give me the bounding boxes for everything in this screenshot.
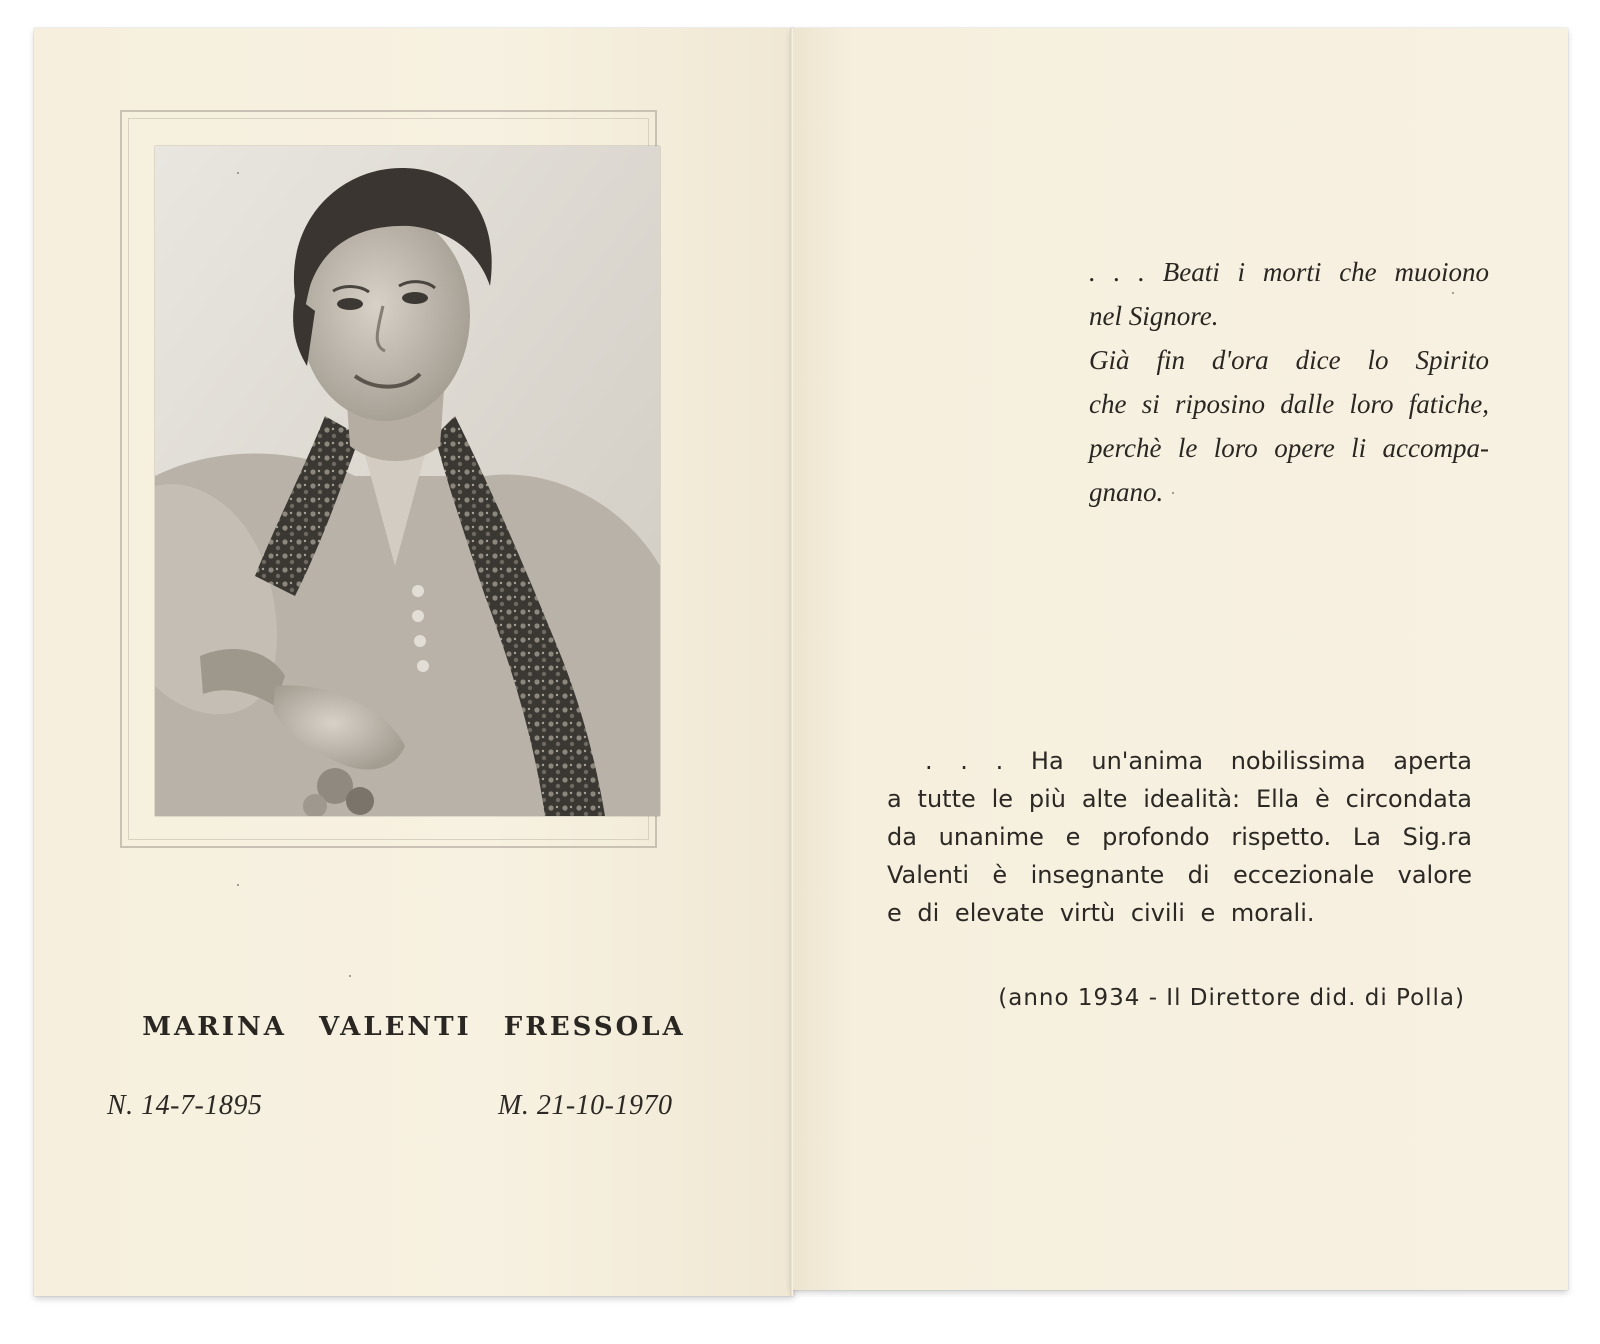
tribute-line: da unanime e profondo rispetto. La Sig.ra (887, 823, 1472, 851)
tribute-attribution: (anno 1934 - Il Direttore did. di Polla) (998, 985, 1465, 1011)
card-fold (790, 28, 793, 1296)
birth-date: N. 14-7-1895 (107, 1090, 263, 1121)
paper-speck (237, 884, 239, 886)
quote-line: . . . Beati i morti che muoiono (1089, 257, 1489, 287)
paper-speck (1172, 492, 1174, 494)
quote-line: perchè le loro opere li accompa- (1089, 433, 1489, 463)
quote-line: gnano. (1089, 477, 1164, 507)
name-middle: VALENTI (319, 1012, 472, 1042)
scripture-quote (1089, 250, 1489, 514)
quote-line: che si riposino dalle loro fatiche, (1089, 389, 1489, 419)
tribute-line: Valenti è insegnante di eccezionale valore (887, 861, 1472, 889)
tribute-line: a tutte le più alte idealità: Ella è circondata (887, 785, 1472, 813)
death-date: M. 21-10-1970 (498, 1090, 673, 1121)
paper-speck (1452, 292, 1454, 294)
quote-line: nel Signore. (1089, 301, 1219, 331)
tribute-line: . . . Ha un'anima nobilissima aperta (925, 747, 1472, 775)
tribute-line: e di elevate virtù civili e morali. (887, 899, 1315, 927)
deceased-name (34, 1012, 794, 1042)
paper-speck (349, 975, 351, 977)
name-last: FRESSOLA (503, 1012, 686, 1042)
name-first: MARINA (142, 1012, 287, 1042)
tribute-paragraph (887, 742, 1472, 932)
quote-line: Già fin d'ora dice lo Spirito (1089, 345, 1489, 375)
portrait-illustration (155, 146, 660, 816)
paper-speck (237, 172, 239, 174)
portrait-photo (155, 146, 660, 816)
right-card-page (791, 28, 1568, 1290)
